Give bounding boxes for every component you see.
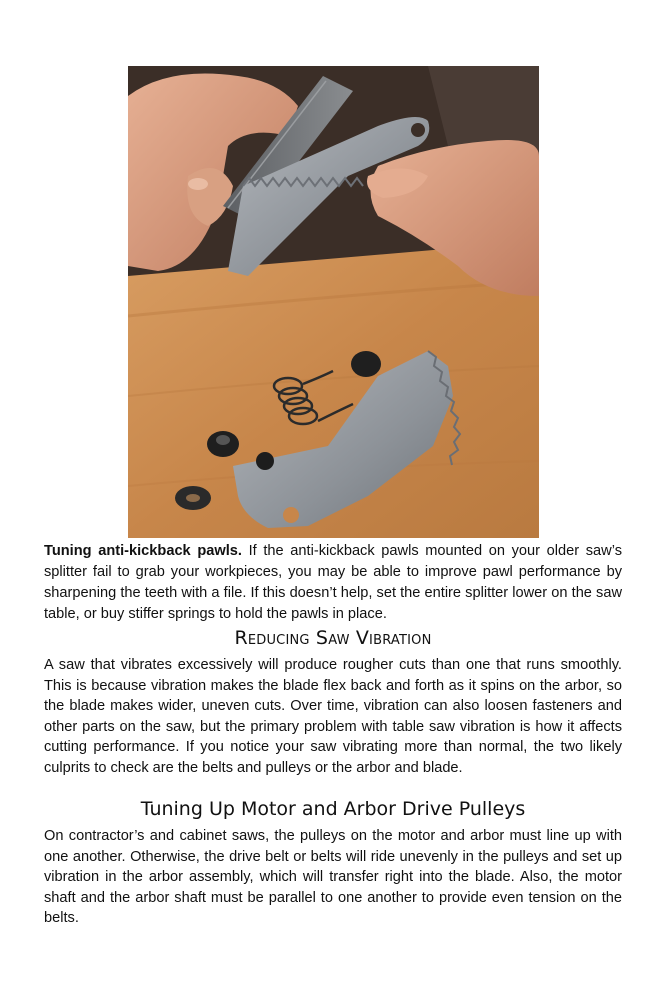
section-body-pulleys: On contractor’s and cabinet saws, the pulleys on the motor and arbor must line up with one another. Otherwise, the drive belt or belts will ride unevenly in the pulleys and set up vibration in the arbor assembly, which will transfer right into the blade. Also, the motor shaft and the arbor shaft must be parallel to one another to provide even tension on the belts. [44, 828, 622, 926]
section-heading-vibration: Reducing Saw Vibration [234, 627, 432, 649]
section-body-vibration: A saw that vibrates excessively will produce rougher cuts than one that runs smoothly. This is because vibration makes the blade flex back and forth as it spins on the arbor, so the blade makes wider, uneven cuts. Over time, vibration can also loosen fasteners and other parts on the saw, but the primary problem with table saw vibration is how it affects cutting performance. If you notice your saw vibrating more than normal, the two likely culprits to check are the belts and pulleys or the arbor and blade. [44, 657, 622, 776]
photo-caption [44, 541, 622, 625]
pawl-sharpening-photo [128, 66, 539, 538]
caption-lead: Tuning anti-kickback pawls. [44, 543, 242, 559]
section-heading-pulleys: Tuning Up Motor and Arbor Drive Pulleys [140, 798, 526, 820]
caption-text: If the anti-kickback pawls mounted on your older saw’s splitter fail to grab your workpieces, you may be able to improve pawl performance by sharpening the teeth with a file. If this doesn’t help, set the entire splitter lower on the saw table, or buy stiffer springs to hold the pawls in place. [44, 543, 622, 622]
